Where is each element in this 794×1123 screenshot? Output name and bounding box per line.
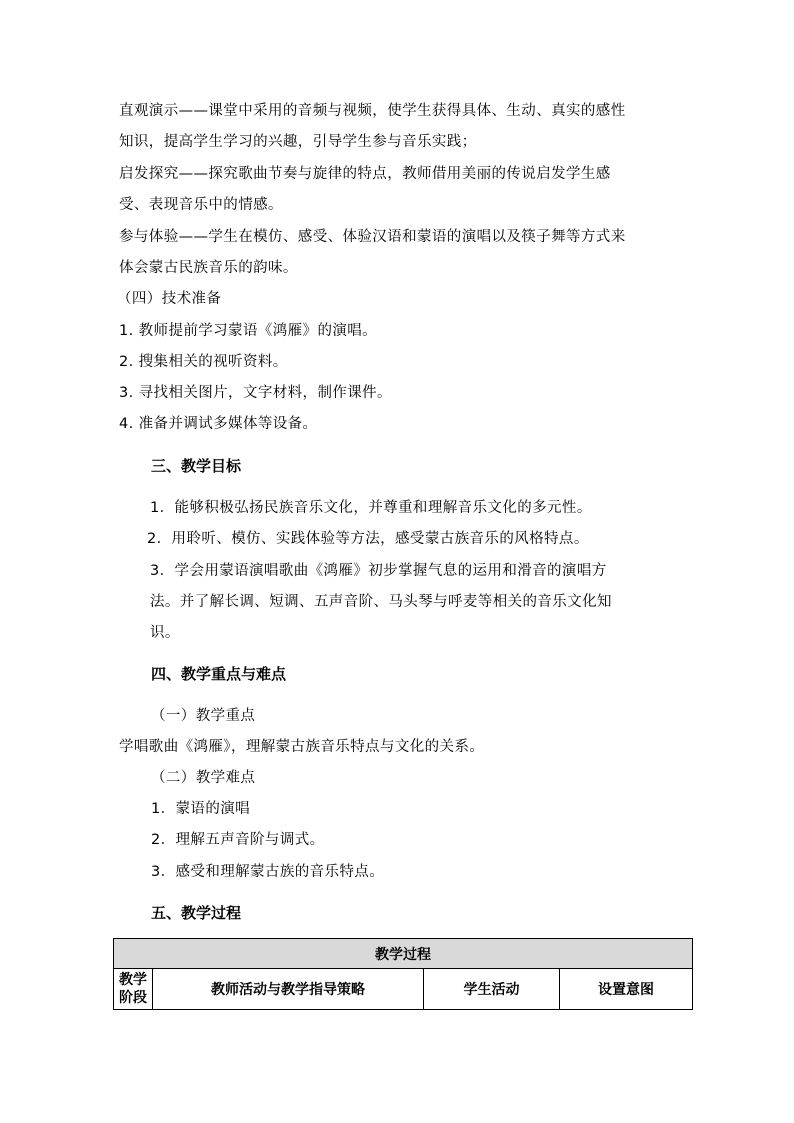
list-item: 1．能够积极弘扬民族音乐文化，并尊重和理解音乐文化的多元性。 (150, 500, 592, 516)
body-text: 学唱歌曲《鸿雁》，理解蒙古族音乐特点与文化的关系。 (119, 739, 485, 755)
list-item: 2．用聆听、模仿、实践体验等方法，感受蒙古族音乐的风格特点。 (147, 531, 589, 547)
paragraph-line: 参与体验——学生在模仿、感受、体验汉语和蒙语的演唱以及筷子舞等方式来 (119, 229, 626, 245)
process-table (113, 938, 693, 1010)
paragraph-line: 知识，提高学生学习的兴趣，引导学生参与音乐实践； (119, 134, 477, 150)
list-item-continuation: 法。并了解长调、短调、五声音阶、马头琴与呼麦等相关的音乐文化知 (150, 594, 612, 610)
list-item: 1. 教师提前学习蒙语《鸿雁》的演唱。 (119, 323, 378, 339)
list-item-continuation: 识。 (150, 625, 180, 641)
list-item: 3. 寻找相关图片，文字材料，制作课件。 (119, 385, 392, 401)
table-header-row (114, 969, 693, 1010)
header-student: 学生活动 (424, 969, 560, 1010)
paragraph-line: 体会蒙古民族音乐的韵味。 (119, 260, 298, 276)
section-subheading: （二）教学难点 (151, 770, 256, 786)
section-subheading: （一）教学重点 (151, 708, 256, 724)
table-title: 教学过程 (114, 939, 693, 969)
list-item: 3．学会用蒙语演唱歌曲《鸿雁》初步掌握气息的运用和滑音的演唱方 (150, 563, 607, 579)
header-teacher: 教师活动与教学指导策略 (153, 969, 424, 1010)
list-item: 1．蒙语的演唱 (151, 801, 251, 817)
paragraph-line: 启发探究——探究歌曲节奏与旋律的特点，教师借用美丽的传说启发学生感 (119, 166, 611, 182)
section-heading: 四、教学重点与难点 (151, 665, 287, 683)
header-stage-line2: 阶段 (119, 990, 147, 1006)
paragraph-line: 直观演示——课堂中采用的音频与视频，使学生获得具体、生动、真实的感性 (119, 103, 626, 119)
section-subheading: （四）技术准备 (117, 291, 222, 307)
section-heading: 三、教学目标 (151, 457, 242, 475)
list-item: 4. 准备并调试多媒体等设备。 (119, 416, 318, 432)
header-stage-line1: 教学 (119, 972, 147, 988)
header-intent: 设置意图 (560, 969, 693, 1010)
list-item: 2. 搜集相关的视听资料。 (119, 354, 288, 370)
header-stage (114, 969, 153, 1010)
list-item: 2．理解五声音阶与调式。 (151, 832, 325, 848)
section-heading: 五、教学过程 (151, 904, 242, 922)
list-item: 3．感受和理解蒙古族的音乐特点。 (151, 864, 385, 880)
paragraph-line: 受、表现音乐中的情感。 (119, 197, 283, 213)
